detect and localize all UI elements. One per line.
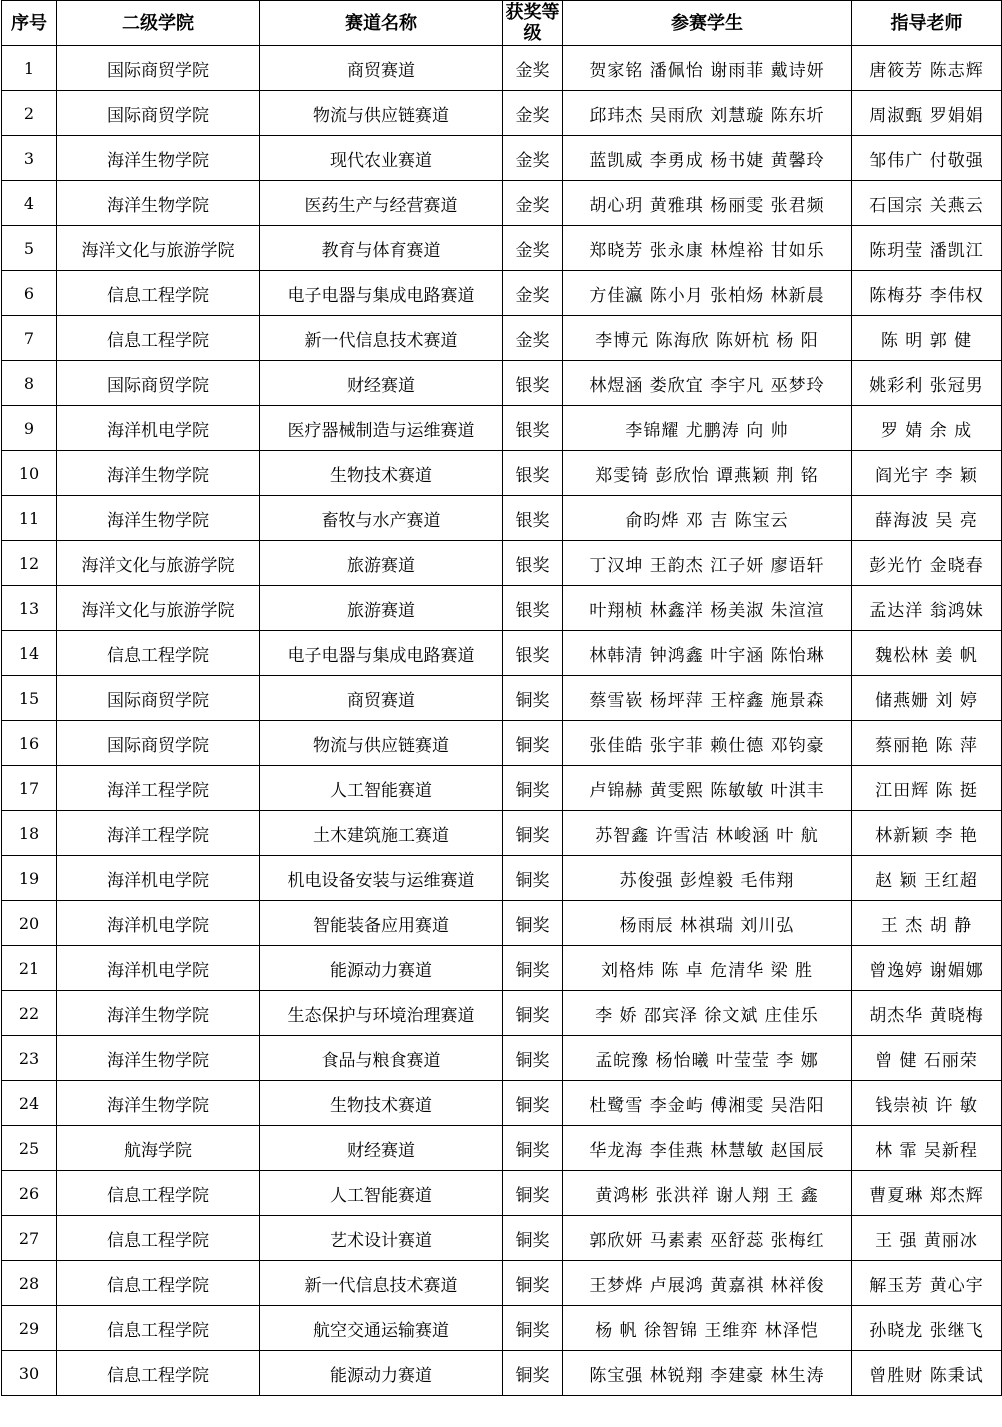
table-row xyxy=(2,541,1002,586)
cell-track: 能源动力赛道 xyxy=(260,946,503,991)
cell-track: 电子电器与集成电路赛道 xyxy=(260,631,503,676)
cell-teachers: 王 杰 胡 静 xyxy=(852,901,1002,946)
cell-award: 铜奖 xyxy=(503,946,563,991)
cell-track: 智能装备应用赛道 xyxy=(260,901,503,946)
cell-college: 海洋机电学院 xyxy=(57,856,260,901)
cell-teachers: 邹伟广 付敬强 xyxy=(852,136,1002,181)
cell-index: 11 xyxy=(2,496,57,541)
cell-teachers: 孙晓龙 张继飞 xyxy=(852,1306,1002,1351)
cell-teachers: 孟达洋 翁鸿妹 xyxy=(852,586,1002,631)
cell-index: 2 xyxy=(2,91,57,136)
cell-college: 海洋生物学院 xyxy=(57,136,260,181)
cell-award: 金奖 xyxy=(503,91,563,136)
cell-teachers: 薛海波 吴 亮 xyxy=(852,496,1002,541)
table-row xyxy=(2,181,1002,226)
cell-index: 26 xyxy=(2,1171,57,1216)
table-row xyxy=(2,1081,1002,1126)
cell-index: 30 xyxy=(2,1351,57,1396)
cell-index: 27 xyxy=(2,1216,57,1261)
table-row xyxy=(2,811,1002,856)
cell-college: 信息工程学院 xyxy=(57,1306,260,1351)
cell-award: 金奖 xyxy=(503,136,563,181)
cell-award: 银奖 xyxy=(503,361,563,406)
cell-students: 蓝凯威 李勇成 杨书婕 黄馨玲 xyxy=(563,136,852,181)
cell-index: 15 xyxy=(2,676,57,721)
header-track: 赛道名称 xyxy=(260,1,503,46)
table-row xyxy=(2,586,1002,631)
cell-track: 商贸赛道 xyxy=(260,676,503,721)
cell-track: 生物技术赛道 xyxy=(260,451,503,496)
table-row xyxy=(2,451,1002,496)
cell-students: 丁汉坤 王韵杰 江子妍 廖语轩 xyxy=(563,541,852,586)
header-college: 二级学院 xyxy=(57,1,260,46)
cell-track: 人工智能赛道 xyxy=(260,766,503,811)
cell-students: 俞昀烨 邓 吉 陈宝云 xyxy=(563,496,852,541)
cell-teachers: 彭光竹 金晓春 xyxy=(852,541,1002,586)
cell-college: 信息工程学院 xyxy=(57,271,260,316)
cell-students: 李锦耀 尤鹏涛 向 帅 xyxy=(563,406,852,451)
cell-track: 新一代信息技术赛道 xyxy=(260,316,503,361)
cell-college: 海洋机电学院 xyxy=(57,406,260,451)
cell-college: 航海学院 xyxy=(57,1126,260,1171)
cell-index: 7 xyxy=(2,316,57,361)
cell-students: 刘格炜 陈 卓 危清华 梁 胜 xyxy=(563,946,852,991)
cell-index: 18 xyxy=(2,811,57,856)
header-teachers: 指导老师 xyxy=(852,1,1002,46)
cell-students: 林韩清 钟鸿鑫 叶宇涵 陈怡琳 xyxy=(563,631,852,676)
cell-college: 国际商贸学院 xyxy=(57,361,260,406)
cell-students: 陈宝强 林锐翔 李建豪 林生涛 xyxy=(563,1351,852,1396)
cell-students: 林煜涵 娄欣宜 李宇凡 巫梦玲 xyxy=(563,361,852,406)
cell-index: 3 xyxy=(2,136,57,181)
cell-track: 教育与体育赛道 xyxy=(260,226,503,271)
cell-award: 银奖 xyxy=(503,496,563,541)
table-row xyxy=(2,631,1002,676)
cell-college: 国际商贸学院 xyxy=(57,721,260,766)
table-row xyxy=(2,46,1002,91)
cell-college: 信息工程学院 xyxy=(57,1261,260,1306)
table-row xyxy=(2,1126,1002,1171)
cell-teachers: 曾 健 石丽荣 xyxy=(852,1036,1002,1081)
table-row xyxy=(2,676,1002,721)
table-row xyxy=(2,1261,1002,1306)
cell-college: 信息工程学院 xyxy=(57,1171,260,1216)
cell-teachers: 江田辉 陈 挺 xyxy=(852,766,1002,811)
cell-track: 航空交通运输赛道 xyxy=(260,1306,503,1351)
cell-teachers: 林新颖 李 艳 xyxy=(852,811,1002,856)
cell-students: 郭欣妍 马素素 巫舒蕊 张梅红 xyxy=(563,1216,852,1261)
cell-index: 1 xyxy=(2,46,57,91)
cell-award: 铜奖 xyxy=(503,811,563,856)
cell-college: 国际商贸学院 xyxy=(57,46,260,91)
cell-college: 海洋机电学院 xyxy=(57,946,260,991)
cell-track: 电子电器与集成电路赛道 xyxy=(260,271,503,316)
cell-track: 艺术设计赛道 xyxy=(260,1216,503,1261)
cell-college: 国际商贸学院 xyxy=(57,676,260,721)
cell-award: 铜奖 xyxy=(503,676,563,721)
cell-students: 方佳瀛 陈小月 张柏炀 林新晨 xyxy=(563,271,852,316)
cell-teachers: 林 霏 吴新程 xyxy=(852,1126,1002,1171)
cell-track: 医疗器械制造与运维赛道 xyxy=(260,406,503,451)
cell-students: 黄鸿彬 张洪祥 谢人翔 王 鑫 xyxy=(563,1171,852,1216)
cell-students: 蔡雪嵚 杨坪萍 王梓鑫 施景森 xyxy=(563,676,852,721)
cell-teachers: 周淑甄 罗娟娟 xyxy=(852,91,1002,136)
table-row xyxy=(2,1306,1002,1351)
cell-index: 23 xyxy=(2,1036,57,1081)
cell-track: 医药生产与经营赛道 xyxy=(260,181,503,226)
cell-students: 杨 帆 徐智锦 王维弈 林泽恺 xyxy=(563,1306,852,1351)
cell-students: 叶翔桢 林鑫洋 杨美淑 朱渲渲 xyxy=(563,586,852,631)
cell-college: 信息工程学院 xyxy=(57,1216,260,1261)
header-index: 序号 xyxy=(2,1,57,46)
cell-students: 郑晓芳 张永康 林煌裕 甘如乐 xyxy=(563,226,852,271)
cell-award: 银奖 xyxy=(503,631,563,676)
cell-college: 信息工程学院 xyxy=(57,1351,260,1396)
cell-college: 海洋生物学院 xyxy=(57,1036,260,1081)
cell-students: 郑雯锜 彭欣怡 谭燕颖 荆 铭 xyxy=(563,451,852,496)
cell-award: 铜奖 xyxy=(503,1216,563,1261)
cell-teachers: 蔡丽艳 陈 萍 xyxy=(852,721,1002,766)
cell-index: 22 xyxy=(2,991,57,1036)
cell-track: 旅游赛道 xyxy=(260,541,503,586)
cell-award: 金奖 xyxy=(503,46,563,91)
cell-students: 杨雨辰 林祺瑞 刘川弘 xyxy=(563,901,852,946)
cell-students: 华龙海 李佳燕 林慧敏 赵国辰 xyxy=(563,1126,852,1171)
cell-award: 金奖 xyxy=(503,316,563,361)
table-row xyxy=(2,1036,1002,1081)
cell-students: 杜鹭雪 李金屿 傅湘雯 吴浩阳 xyxy=(563,1081,852,1126)
cell-index: 20 xyxy=(2,901,57,946)
cell-teachers: 陈 明 郭 健 xyxy=(852,316,1002,361)
cell-teachers: 胡杰华 黄晓梅 xyxy=(852,991,1002,1036)
cell-award: 铜奖 xyxy=(503,1351,563,1396)
table-row xyxy=(2,496,1002,541)
cell-teachers: 曾逸婷 谢媚娜 xyxy=(852,946,1002,991)
table-row xyxy=(2,316,1002,361)
cell-track: 食品与粮食赛道 xyxy=(260,1036,503,1081)
table-row xyxy=(2,361,1002,406)
cell-college: 海洋工程学院 xyxy=(57,811,260,856)
cell-track: 生态保护与环境治理赛道 xyxy=(260,991,503,1036)
cell-teachers: 钱崇祯 许 敏 xyxy=(852,1081,1002,1126)
cell-track: 现代农业赛道 xyxy=(260,136,503,181)
header-students: 参赛学生 xyxy=(563,1,852,46)
award-table xyxy=(1,0,1002,1396)
cell-students: 李博元 陈海欣 陈妍杭 杨 阳 xyxy=(563,316,852,361)
cell-college: 海洋生物学院 xyxy=(57,496,260,541)
table-row xyxy=(2,406,1002,451)
cell-college: 海洋生物学院 xyxy=(57,181,260,226)
cell-index: 12 xyxy=(2,541,57,586)
cell-track: 旅游赛道 xyxy=(260,586,503,631)
cell-index: 14 xyxy=(2,631,57,676)
cell-college: 海洋文化与旅游学院 xyxy=(57,226,260,271)
cell-track: 财经赛道 xyxy=(260,361,503,406)
cell-teachers: 曹夏琳 郑杰辉 xyxy=(852,1171,1002,1216)
cell-teachers: 罗 婧 余 成 xyxy=(852,406,1002,451)
table-row xyxy=(2,766,1002,811)
cell-teachers: 王 强 黄丽冰 xyxy=(852,1216,1002,1261)
cell-track: 商贸赛道 xyxy=(260,46,503,91)
cell-award: 铜奖 xyxy=(503,901,563,946)
cell-track: 物流与供应链赛道 xyxy=(260,91,503,136)
cell-teachers: 唐筱芳 陈志辉 xyxy=(852,46,1002,91)
cell-index: 19 xyxy=(2,856,57,901)
cell-index: 4 xyxy=(2,181,57,226)
cell-award: 铜奖 xyxy=(503,856,563,901)
cell-college: 海洋文化与旅游学院 xyxy=(57,541,260,586)
cell-teachers: 魏松林 姜 帆 xyxy=(852,631,1002,676)
cell-index: 8 xyxy=(2,361,57,406)
cell-students: 苏俊强 彭煌毅 毛伟翔 xyxy=(563,856,852,901)
cell-track: 能源动力赛道 xyxy=(260,1351,503,1396)
cell-track: 生物技术赛道 xyxy=(260,1081,503,1126)
cell-students: 邱玮杰 吴雨欣 刘慧璇 陈东圻 xyxy=(563,91,852,136)
cell-track: 新一代信息技术赛道 xyxy=(260,1261,503,1306)
cell-students: 苏智鑫 许雪洁 林峻涵 叶 航 xyxy=(563,811,852,856)
cell-college: 信息工程学院 xyxy=(57,316,260,361)
cell-index: 6 xyxy=(2,271,57,316)
cell-teachers: 阎光宇 李 颖 xyxy=(852,451,1002,496)
cell-award: 铜奖 xyxy=(503,1261,563,1306)
cell-students: 贺家铭 潘佩怡 谢雨菲 戴诗妍 xyxy=(563,46,852,91)
cell-college: 海洋机电学院 xyxy=(57,901,260,946)
cell-award: 铜奖 xyxy=(503,991,563,1036)
cell-index: 13 xyxy=(2,586,57,631)
cell-index: 21 xyxy=(2,946,57,991)
table-row xyxy=(2,1171,1002,1216)
cell-teachers: 解玉芳 黄心宇 xyxy=(852,1261,1002,1306)
table-body xyxy=(2,46,1002,1396)
cell-award: 金奖 xyxy=(503,181,563,226)
table-row xyxy=(2,1351,1002,1396)
cell-index: 5 xyxy=(2,226,57,271)
cell-students: 胡心玥 黄雅琪 杨丽雯 张君频 xyxy=(563,181,852,226)
table-row xyxy=(2,226,1002,271)
cell-award: 银奖 xyxy=(503,451,563,496)
cell-students: 李 娇 邵宾泽 徐文斌 庄佳乐 xyxy=(563,991,852,1036)
cell-students: 张佳皓 张宇菲 赖仕德 邓钧豪 xyxy=(563,721,852,766)
cell-students: 卢锦赫 黄雯熙 陈敏敏 叶淇丰 xyxy=(563,766,852,811)
cell-award: 金奖 xyxy=(503,271,563,316)
cell-index: 10 xyxy=(2,451,57,496)
cell-college: 海洋生物学院 xyxy=(57,1081,260,1126)
cell-track: 机电设备安装与运维赛道 xyxy=(260,856,503,901)
table-row xyxy=(2,136,1002,181)
cell-award: 金奖 xyxy=(503,226,563,271)
cell-award: 铜奖 xyxy=(503,766,563,811)
cell-teachers: 石国宗 关燕云 xyxy=(852,181,1002,226)
cell-index: 9 xyxy=(2,406,57,451)
cell-teachers: 陈玥莹 潘凯江 xyxy=(852,226,1002,271)
cell-award: 银奖 xyxy=(503,541,563,586)
cell-index: 24 xyxy=(2,1081,57,1126)
cell-award: 银奖 xyxy=(503,586,563,631)
cell-index: 28 xyxy=(2,1261,57,1306)
cell-college: 海洋生物学院 xyxy=(57,451,260,496)
cell-award: 铜奖 xyxy=(503,1306,563,1351)
cell-college: 海洋生物学院 xyxy=(57,991,260,1036)
table-row xyxy=(2,856,1002,901)
cell-track: 人工智能赛道 xyxy=(260,1171,503,1216)
table-row xyxy=(2,721,1002,766)
cell-track: 财经赛道 xyxy=(260,1126,503,1171)
header-award: 获奖等级 xyxy=(503,1,563,46)
table-row xyxy=(2,991,1002,1036)
cell-track: 土木建筑施工赛道 xyxy=(260,811,503,856)
cell-teachers: 陈梅芬 李伟权 xyxy=(852,271,1002,316)
cell-award: 铜奖 xyxy=(503,1126,563,1171)
cell-college: 信息工程学院 xyxy=(57,631,260,676)
table-row xyxy=(2,1216,1002,1261)
table-row xyxy=(2,91,1002,136)
cell-award: 银奖 xyxy=(503,406,563,451)
header-row xyxy=(2,1,1002,46)
cell-track: 物流与供应链赛道 xyxy=(260,721,503,766)
cell-track: 畜牧与水产赛道 xyxy=(260,496,503,541)
cell-teachers: 赵 颖 王红超 xyxy=(852,856,1002,901)
cell-index: 16 xyxy=(2,721,57,766)
table-row xyxy=(2,946,1002,991)
cell-award: 铜奖 xyxy=(503,721,563,766)
table-row xyxy=(2,271,1002,316)
cell-teachers: 姚彩利 张冠男 xyxy=(852,361,1002,406)
cell-students: 王梦烨 卢展鸿 黄嘉祺 林祥俊 xyxy=(563,1261,852,1306)
cell-award: 铜奖 xyxy=(503,1036,563,1081)
cell-index: 29 xyxy=(2,1306,57,1351)
cell-teachers: 曾胜财 陈秉试 xyxy=(852,1351,1002,1396)
cell-index: 17 xyxy=(2,766,57,811)
cell-college: 海洋文化与旅游学院 xyxy=(57,586,260,631)
cell-index: 25 xyxy=(2,1126,57,1171)
cell-award: 铜奖 xyxy=(503,1171,563,1216)
cell-teachers: 储燕姗 刘 婷 xyxy=(852,676,1002,721)
table-row xyxy=(2,901,1002,946)
cell-students: 孟皖豫 杨怡曦 叶莹莹 李 娜 xyxy=(563,1036,852,1081)
cell-college: 国际商贸学院 xyxy=(57,91,260,136)
cell-award: 铜奖 xyxy=(503,1081,563,1126)
cell-college: 海洋工程学院 xyxy=(57,766,260,811)
